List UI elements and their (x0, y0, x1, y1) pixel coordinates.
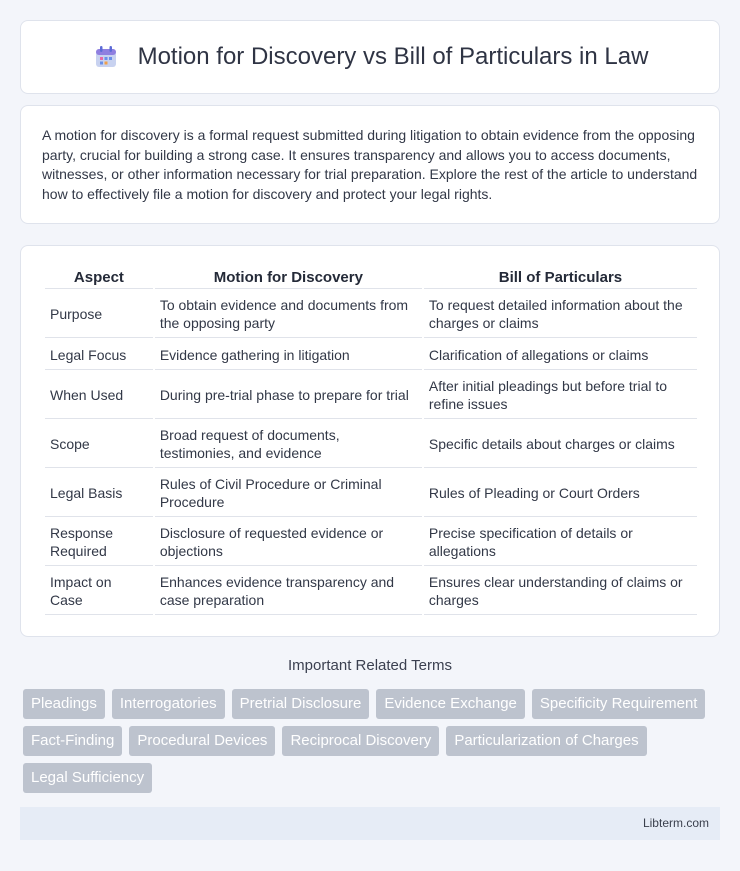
cell-motion: To obtain evidence and documents from the opposing party (155, 291, 422, 338)
tag-specificity-requirement[interactable]: Specificity Requirement (532, 689, 706, 719)
cell-motion: Broad request of documents, testimonies, and evidence (155, 421, 422, 468)
footer (20, 807, 720, 840)
tag-particularization-of-charges[interactable]: Particularization of Charges (446, 726, 646, 756)
cell-aspect: Impact on Case (45, 568, 153, 615)
table-row (45, 340, 697, 370)
table-row (45, 291, 697, 338)
table-row (45, 421, 697, 468)
tag-interrogatories[interactable]: Interrogatories (112, 689, 225, 719)
table-row (45, 568, 697, 615)
tag-pretrial-disclosure[interactable]: Pretrial Disclosure (232, 689, 370, 719)
intro-text: A motion for discovery is a formal request submitted during litigation to obtain evidence from the opposing party, crucial for building a strong case. It ensures transparency and allows you to access documents, witnesses, or other information necessary for trial preparation. Explore the rest of the article to understand how to effectively file a motion for discovery and protect your legal rights. (42, 127, 698, 202)
cell-motion: Disclosure of requested evidence or objections (155, 519, 422, 566)
cell-aspect: Purpose (45, 291, 153, 338)
calendar-icon (92, 43, 120, 71)
header-aspect: Aspect (45, 266, 153, 289)
cell-aspect: When Used (45, 372, 153, 419)
table-row (45, 519, 697, 566)
cell-bill: Precise specification of details or allegations (424, 519, 697, 566)
cell-bill: To request detailed information about the charges or claims (424, 291, 697, 338)
cell-motion: During pre-trial phase to prepare for trial (155, 372, 422, 419)
cell-bill: Ensures clear understanding of claims or charges (424, 568, 697, 615)
cell-aspect: Legal Focus (45, 340, 153, 370)
cell-bill: Rules of Pleading or Court Orders (424, 470, 697, 517)
header-bill-of-particulars: Bill of Particulars (424, 266, 697, 289)
tag-reciprocal-discovery[interactable]: Reciprocal Discovery (282, 726, 439, 756)
comparison-card (20, 245, 720, 637)
tag-evidence-exchange[interactable]: Evidence Exchange (376, 689, 525, 719)
tag-pleadings[interactable]: Pleadings (23, 689, 105, 719)
header-motion-for-discovery: Motion for Discovery (155, 266, 422, 289)
page-title: Motion for Discovery vs Bill of Particulars in Law (137, 43, 649, 70)
cell-bill: After initial pleadings but before trial to refine issues (424, 372, 697, 419)
footer-site-link[interactable]: Libterm.com (642, 816, 709, 830)
table-row (45, 372, 697, 419)
table-row (45, 470, 697, 517)
cell-motion: Rules of Civil Procedure or Criminal Procedure (155, 470, 422, 517)
tag-legal-sufficiency[interactable]: Legal Sufficiency (23, 763, 152, 793)
comparison-table (43, 264, 699, 617)
cell-motion: Enhances evidence transparency and case preparation (155, 568, 422, 615)
related-terms-list (23, 689, 713, 793)
table-header-row (45, 266, 697, 289)
cell-bill: Clarification of allegations or claims (424, 340, 697, 370)
tag-procedural-devices[interactable]: Procedural Devices (129, 726, 275, 756)
cell-aspect: Scope (45, 421, 153, 468)
cell-bill: Specific details about charges or claims (424, 421, 697, 468)
related-terms-title: Important Related Terms (288, 657, 452, 674)
tag-fact-finding[interactable]: Fact-Finding (23, 726, 122, 756)
header-card (20, 20, 720, 94)
cell-motion: Evidence gathering in litigation (155, 340, 422, 370)
intro-card (20, 105, 720, 224)
cell-aspect: Legal Basis (45, 470, 153, 517)
cell-aspect: Response Required (45, 519, 153, 566)
